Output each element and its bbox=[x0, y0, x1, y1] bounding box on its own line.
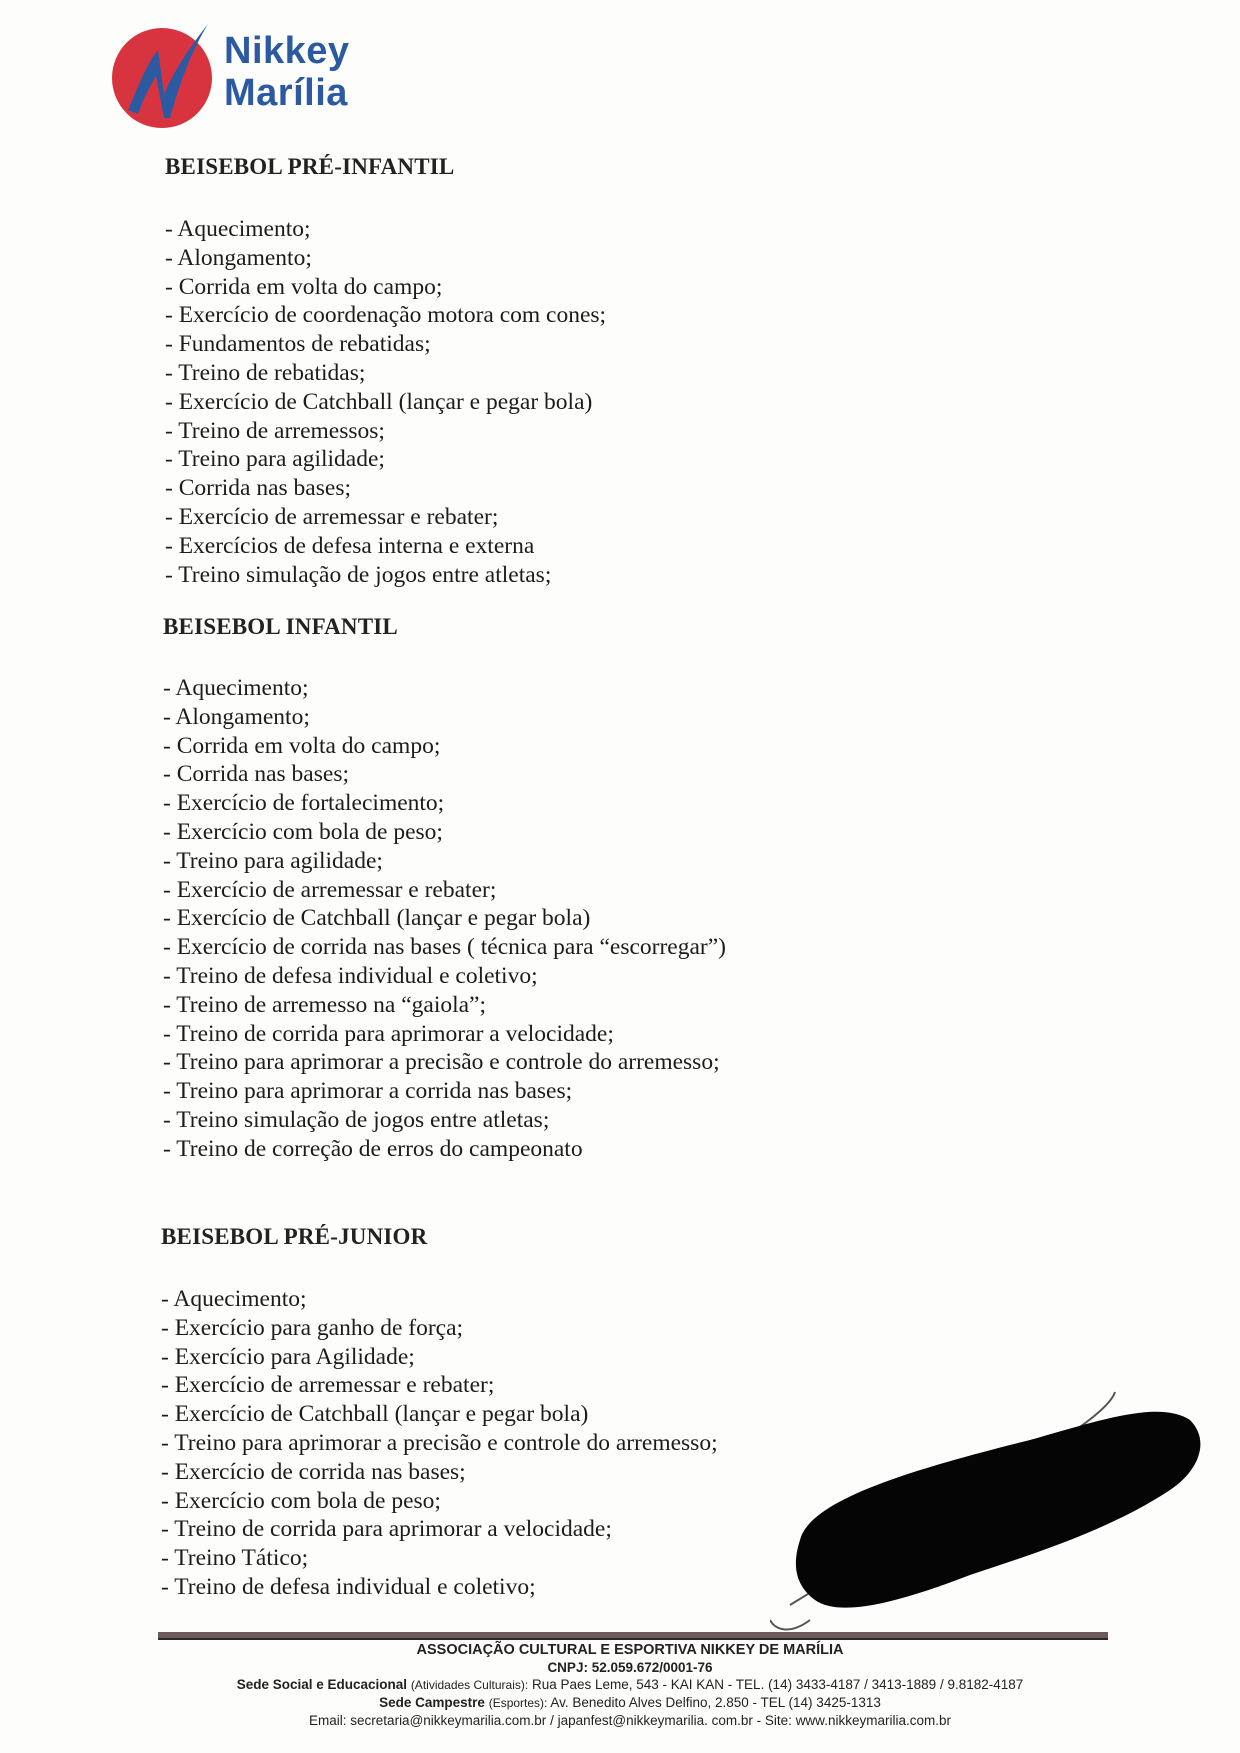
list-item: - Treino para aprimorar a corrida nas bases; bbox=[163, 1078, 573, 1105]
list-item: - Treino de corrida para aprimorar a velocidade; bbox=[163, 1020, 614, 1047]
list-item: - Treino de defesa individual e coletivo; bbox=[163, 962, 538, 989]
list-item: - Aquecimento; bbox=[161, 1286, 307, 1312]
section-infantil bbox=[163, 614, 726, 1164]
sede-campestre-label: Sede Campestre bbox=[379, 1695, 485, 1710]
list-item: - Exercício de corrida nas bases; bbox=[161, 1458, 466, 1485]
list-item: - Corrida nas bases; bbox=[163, 761, 349, 788]
list-item: - Exercício de Catchball (lançar e pegar bola) bbox=[163, 905, 591, 932]
site-label: - Site: bbox=[756, 1713, 792, 1728]
list-item: - Corrida nas bases; bbox=[165, 475, 351, 502]
list-item: - Exercício de arremessar e rebater; bbox=[161, 1372, 495, 1399]
email-link-japanfest[interactable]: japanfest@nikkeymarilia. com.br bbox=[557, 1713, 753, 1728]
footer-sede-campestre bbox=[150, 1694, 1110, 1712]
section-title: BEISEBOL INFANTIL bbox=[163, 614, 398, 639]
list-item: - Treino de corrida para aprimorar a velocidade; bbox=[161, 1516, 612, 1543]
list-item: - Aquecimento; bbox=[165, 216, 311, 242]
list-item: - Treino de arremessos; bbox=[165, 417, 385, 444]
list-item: - Treino de rebatidas; bbox=[165, 359, 366, 386]
exercise-list bbox=[165, 215, 606, 589]
list-item: - Treino Tático; bbox=[161, 1545, 309, 1572]
list-item: - Treino para agilidade; bbox=[163, 847, 383, 874]
list-item: - Aquecimento; bbox=[163, 675, 309, 701]
list-item: - Treino de defesa individual e coletivo; bbox=[161, 1573, 536, 1600]
list-item: - Exercício para ganho de força; bbox=[161, 1314, 464, 1341]
list-item: - Alongamento; bbox=[165, 244, 312, 271]
sede-social-label: Sede Social e Educacional bbox=[236, 1677, 408, 1692]
footer-cnpj: CNPJ: 52.059.672/0001-76 bbox=[547, 1660, 713, 1675]
footer-sede-social bbox=[150, 1676, 1110, 1694]
footer-contact bbox=[150, 1712, 1110, 1729]
list-item: - Treino para aprimorar a precisão e controle do arremesso; bbox=[161, 1429, 718, 1456]
nikkey-marilia-logo bbox=[110, 22, 380, 132]
list-item: - Exercício de Catchball (lançar e pegar bola) bbox=[161, 1401, 589, 1428]
list-item: - Exercício de corrida nas bases ( técnica para “escorregar”) bbox=[163, 934, 727, 961]
exercise-list bbox=[163, 674, 726, 1164]
exercise-list bbox=[161, 1285, 718, 1602]
section-title: BEISEBOL PRÉ-INFANTIL bbox=[165, 154, 455, 179]
list-item: - Fundamentos de rebatidas; bbox=[165, 331, 431, 358]
list-item: - Corrida em volta do campo; bbox=[163, 732, 441, 759]
site-link[interactable]: www.nikkeymarilia.com.br bbox=[795, 1713, 951, 1728]
list-item: - Treino para agilidade; bbox=[165, 446, 385, 473]
list-item: - Treino de arremesso na “gaiola”; bbox=[163, 991, 487, 1018]
logo-emblem-icon bbox=[110, 22, 220, 132]
list-item: - Exercício de Catchball (lançar e pegar bola) bbox=[165, 388, 593, 415]
list-item: - Exercício de fortalecimento; bbox=[163, 790, 445, 817]
list-item: - Exercícios de defesa interna e externa bbox=[165, 532, 535, 559]
email-separator: / bbox=[550, 1713, 554, 1728]
sede-social-note: (Atividades Culturais): bbox=[410, 1678, 529, 1692]
list-item: - Exercício com bola de peso; bbox=[163, 818, 443, 845]
section-title: BEISEBOL PRÉ-JUNIOR bbox=[161, 1224, 428, 1249]
sede-campestre-note: (Esportes): bbox=[488, 1696, 548, 1710]
logo-line-2: Marília bbox=[224, 72, 348, 114]
logo-line-1: Nikkey bbox=[224, 30, 350, 72]
footer-divider bbox=[158, 1632, 1108, 1640]
email-label: Email: bbox=[309, 1713, 347, 1728]
list-item: - Treino de correção de erros do campeonato bbox=[163, 1135, 583, 1162]
footer bbox=[150, 1642, 1110, 1729]
list-item: - Alongamento; bbox=[163, 703, 310, 730]
list-item: - Exercício com bola de peso; bbox=[161, 1487, 441, 1514]
section-pre-infantil bbox=[165, 154, 606, 589]
section-pre-junior bbox=[161, 1224, 718, 1602]
list-item: - Treino simulação de jogos entre atletas; bbox=[163, 1106, 550, 1133]
footer-org-name: ASSOCIAÇÃO CULTURAL E ESPORTIVA NIKKEY DE MARÍLIA bbox=[416, 1642, 844, 1658]
sede-campestre-text: Av. Benedito Alves Delfino, 2.850 - TEL (14) 3425-1313 bbox=[550, 1695, 881, 1710]
redacted-signature bbox=[770, 1380, 1210, 1650]
list-item: - Treino simulação de jogos entre atletas; bbox=[165, 561, 552, 588]
sede-social-text: Rua Paes Leme, 543 - KAI KAN - TEL. (14) 3433-4187 / 3413-1889 / 9.8182-4187 bbox=[531, 1677, 1024, 1692]
list-item: - Exercício para Agilidade; bbox=[161, 1343, 415, 1370]
list-item: - Treino para aprimorar a precisão e controle do arremesso; bbox=[163, 1049, 720, 1076]
list-item: - Exercício de arremessar e rebater; bbox=[165, 503, 499, 530]
email-link-secretaria[interactable]: secretaria@nikkeymarilia.com.br bbox=[350, 1713, 547, 1728]
list-item: - Corrida em volta do campo; bbox=[165, 273, 443, 300]
list-item: - Exercício de coordenação motora com cones; bbox=[165, 302, 607, 329]
list-item: - Exercício de arremessar e rebater; bbox=[163, 876, 497, 903]
